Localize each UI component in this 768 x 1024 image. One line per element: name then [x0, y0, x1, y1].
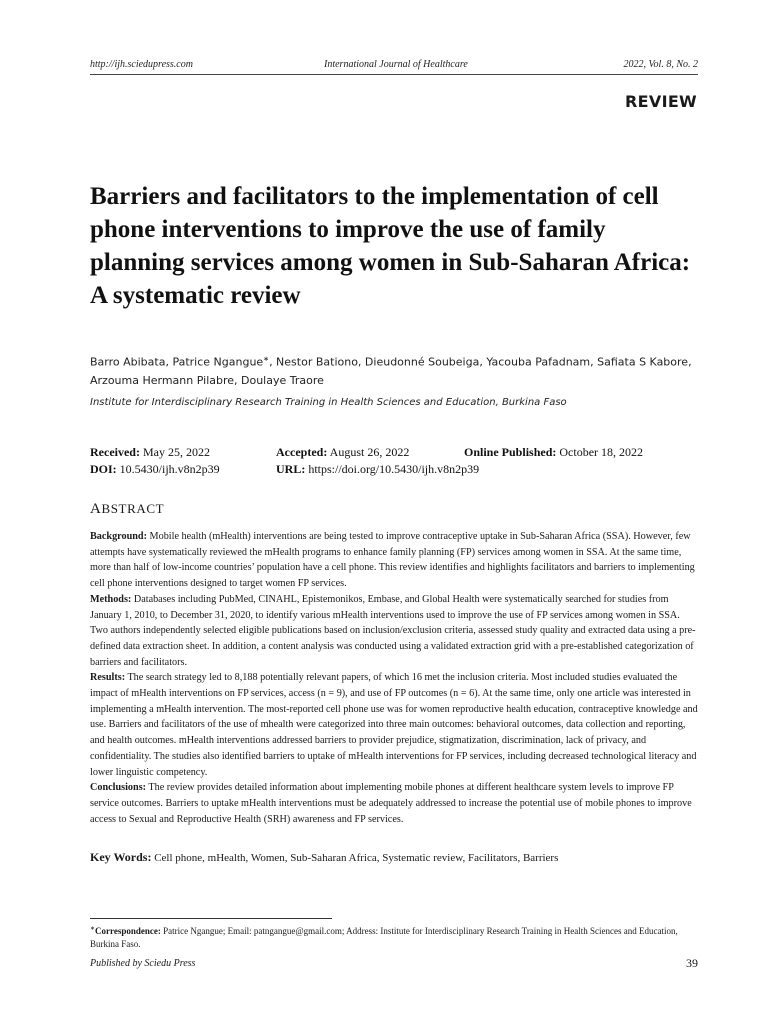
page-number: 39 [686, 956, 698, 970]
published-value: October 18, 2022 [559, 445, 644, 459]
abstract-background [90, 529, 698, 592]
accepted-value: August 26, 2022 [329, 445, 410, 459]
author-names-first: Barro Abibata, Patrice Ngangue [90, 355, 264, 369]
section-label: REVIEW [625, 92, 697, 111]
abstract-methods [90, 592, 698, 671]
conclusions-text: The review provides detailed information about implementing mobile phones at different healthcare system levels to improve FP service outcomes. Barriers to uptake mHealth interventions must be adequately addressed to increase the potential use of mobile phones to improve access to Sexual and Reproductive Health (SRH) awareness and FP services. [90, 782, 692, 825]
received-value: May 25, 2022 [142, 445, 210, 459]
keywords-text: Cell phone, mHealth, Women, Sub-Saharan Africa, Systematic review, Facilitators, Barriers [151, 852, 559, 864]
background-text: Mobile health (mHealth) interventions are being tested to improve contraceptive uptake in Sub-Saharan Africa (SSA). However, few attempts have systematically reviewed the mHealth programs to enhance family planning (FP) services among women in SSA. At the same time, more than half of low-income countries’ population have a cell phone. This review identifies and highlights facilitators and barriers to implementing cell phone interventions designed to target women FP services. [90, 531, 695, 590]
published-label: Online Published: [464, 445, 557, 459]
url-link[interactable]: https://doi.org/10.5430/ijh.v8n2p39 [308, 462, 480, 476]
header-url[interactable]: http://ijh.sciedupress.com [90, 59, 193, 70]
results-label: Results: [90, 672, 126, 684]
methods-label: Methods: [90, 593, 132, 605]
correspondence-footnote [90, 923, 698, 951]
received-date [90, 445, 210, 460]
online-published-date [464, 445, 643, 460]
abstract-heading [90, 501, 164, 518]
publisher-credit: Published by Sciedu Press [90, 958, 196, 969]
url-label: URL: [276, 462, 306, 476]
abstract-body [90, 529, 698, 827]
keywords-label: Key Words: [90, 850, 152, 864]
footnote-mark: ∗ [90, 926, 96, 932]
background-label: Background: [90, 531, 147, 542]
header-journal: International Journal of Healthcare [324, 59, 468, 70]
doi [90, 462, 220, 477]
author-list [90, 350, 702, 390]
header-issue: 2022, Vol. 8, No. 2 [623, 59, 698, 70]
abstract-heading-rest: BSTRACT [101, 501, 165, 516]
abstract-conclusions [90, 780, 698, 827]
correspondence-label: Correspondence: [95, 926, 161, 936]
author-names-rest: , Nestor Bationo, Dieudonné Soubeiga, Yacouba Pafadnam, Safiata S Kabore, Arzouma Hermann Pilabre, Doulaye Traore [90, 355, 692, 387]
article-url [276, 462, 479, 477]
methods-text: Databases including PubMed, CINAHL, Epistemonikos, Embase, and Global Health were systematically searched for studies from January 1, 2010, to December 31, 2020, to identify various mHealth interventions used to improve the use of FP services among women in SSA. Two authors independently selected eligible publications based on inclusion/exclusion criteria, assessed study quality and extracted data using a pre-defined data extraction sheet. In addition, a content analysis was conducted using a validated extraction grid with a pre-established categorization of barriers and facilitators. [90, 593, 696, 668]
header-divider [90, 74, 698, 75]
conclusions-label: Conclusions: [90, 782, 147, 794]
article-title: Barriers and facilitators to the implementation of cell phone interventions to improve the use of family planning services among women in Sub-Saharan Africa: A systematic review [90, 183, 691, 309]
abstract-results [90, 670, 698, 780]
corresponding-author-mark: ∗ [263, 355, 270, 363]
accepted-date [276, 445, 409, 460]
results-text: The search strategy led to 8,188 potentially relevant papers, of which 16 met the inclusion criteria. Most included studies evaluated the impact of mHealth interventions on FP services, access (n = 9), and use of FP outcomes (n = 6). At the same time, only one article was interested in implementing a mHealth intervention. The most-reported cell phone use was for women reproductive health education, contraceptive knowledge and use. Barriers and facilitators of the use of mhealth were categorized into three main outcomes: behavioral outcomes, data collection and reporting, and health outcomes. mHealth interventions addressed barriers to provider prejudice, stigmatization, discrimination, lack of privacy, and confidentiality. The studies also identified barriers to uptake of mHealth interventions for FP services, including decreased technological literacy and lower linguistic competency. [90, 672, 698, 778]
doi-label: DOI: [90, 462, 117, 476]
doi-value[interactable]: 10.5430/ijh.v8n2p39 [119, 462, 220, 476]
abstract-heading-initial: A [90, 501, 102, 517]
affiliation: Institute for Interdisciplinary Research Training in Health Sciences and Education, Burkina Faso [90, 397, 567, 408]
received-label: Received: [90, 445, 140, 459]
keywords [90, 850, 698, 865]
correspondence-text: Patrice Ngangue; Email: patngangue@gmail.com; Address: Institute for Interdisciplinary Research Training in Health Sciences and Education, Burkina Faso. [90, 926, 678, 949]
accepted-label: Accepted: [276, 445, 328, 459]
footnote-divider [90, 918, 332, 919]
